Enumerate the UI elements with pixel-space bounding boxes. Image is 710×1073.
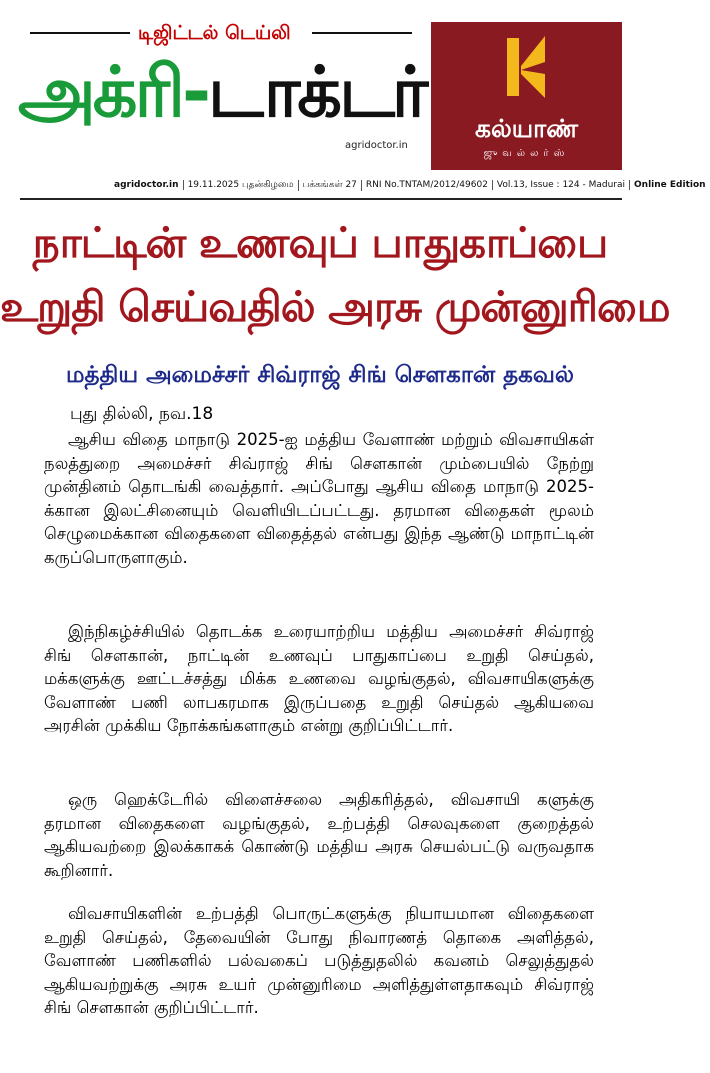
brand-part1: அக்ரி — [18, 51, 182, 133]
dateline: புது தில்லி, நவ.18 — [70, 404, 214, 424]
tagline-rule-right — [312, 32, 412, 34]
masthead-tagline: டிஜிட்டல் டெய்லி — [138, 22, 291, 44]
tagline-row — [20, 22, 420, 44]
article-paragraph: இந்நிகழ்ச்சியில் தொடக்க உரையாற்றிய மத்திய அமைச்சர் சிவ்ராஜ் சிங் சௌகான், நாட்டின் உணவுப் பாதுகாப்பை உறுதி செய்தல், மக்களுக்கு ஊட்டச்சத்து மிக்க உணவை வழங்குதல், விவசாயிகளுக்கு வேளாண் பணி லாபகரமாக இருப்பதை உறுதி செய்தல் ஆகியவை அரசின் முக்கிய நோக்கங்களாகும் என்று குறிப்பிட்டார். — [44, 622, 594, 736]
meta-edition: Online Edition — [634, 180, 706, 190]
issue-meta — [110, 180, 710, 196]
masthead-divider — [20, 198, 622, 200]
article-paragraph: ஆசிய விதை மாநாடு 2025-ஐ மத்திய வேளாண் மற்றும் விவசாயிகள் நலத்துறை அமைச்சர் சிவ்ராஜ் சிங் சௌகான் மும்பையில் நேற்று முன்தினம் தொடங்கி வைத்தார். அப்போது ஆசிய விதை மாநாடு 2025-க்கான இலட்சினையும் வெளியிடப்பட்டது. தரமான விதைகள் மூலம் செழுமைக்கான விதைகளை விதைத்தல் என்பது இந்த ஆண்டு மாநாட்டின் கருப்பொருளாகும். — [44, 430, 594, 567]
newspaper-brand — [18, 50, 425, 134]
brand-part2: டாக்டர் — [208, 51, 426, 133]
masthead-site: agridoctor.in — [345, 140, 408, 151]
subheadline: மத்திய அமைச்சர் சிவ்ராஜ் சிங் சௌகான் தகவல் — [66, 362, 574, 388]
kalyan-ad[interactable] — [431, 22, 622, 170]
kalyan-logo-icon — [503, 32, 549, 102]
meta-rni: RNI No.TNTAM/2012/49602 — [362, 180, 493, 190]
meta-pages: பக்கங்கள் 27 — [299, 180, 362, 191]
meta-date: 19.11.2025 புதன்கிழமை — [184, 180, 299, 191]
tagline-rule-left — [30, 32, 130, 34]
ad-brand-sub: ஜுவல்லர்ஸ் — [483, 148, 570, 159]
headline-line-2: உறுதி செய்வதில் அரசு முன்னுரிமை — [0, 282, 670, 331]
headline-line-1: நாட்டின் உணவுப் பாதுகாப்பை — [32, 218, 608, 267]
article-paragraph: விவசாயிகளின் உற்பத்தி பொருட்களுக்கு நியாயமான விதைகளை உறுதி செய்தல், தேவையின் போது நிவாரணத் தொகை அளித்தல், வேளாண் பணிகளில் பல்வகைப் படுத்துதலில் கவனம் செலுத்துதல் ஆகியவற்றுக்கு அரசு உயர் முன்னுரிமை அளித்துள்ளதாகவும் சிவ்ராஜ் சிங் சௌகான் குறிப்பிட்டார். — [44, 904, 594, 1018]
article-paragraph: ஒரு ஹெக்டேரில் விளைச்சலை அதிகரித்தல், விவசாயி களுக்கு தரமான விதைகளை வழங்குதல், உற்பத்தி செலவுகளை குறைத்தல் ஆகியவற்றை இலக்காகக் கொண்டு மத்திய அரசு செயல்பட்டு வருவதாக கூறினார். — [44, 790, 594, 880]
ad-brand-name: கல்யாண் — [474, 114, 579, 143]
brand-dash: - — [181, 51, 209, 133]
masthead — [0, 0, 640, 178]
meta-site[interactable]: agridoctor.in — [110, 180, 184, 190]
meta-volume: Vol.13, Issue : 124 - Madurai — [493, 180, 630, 190]
